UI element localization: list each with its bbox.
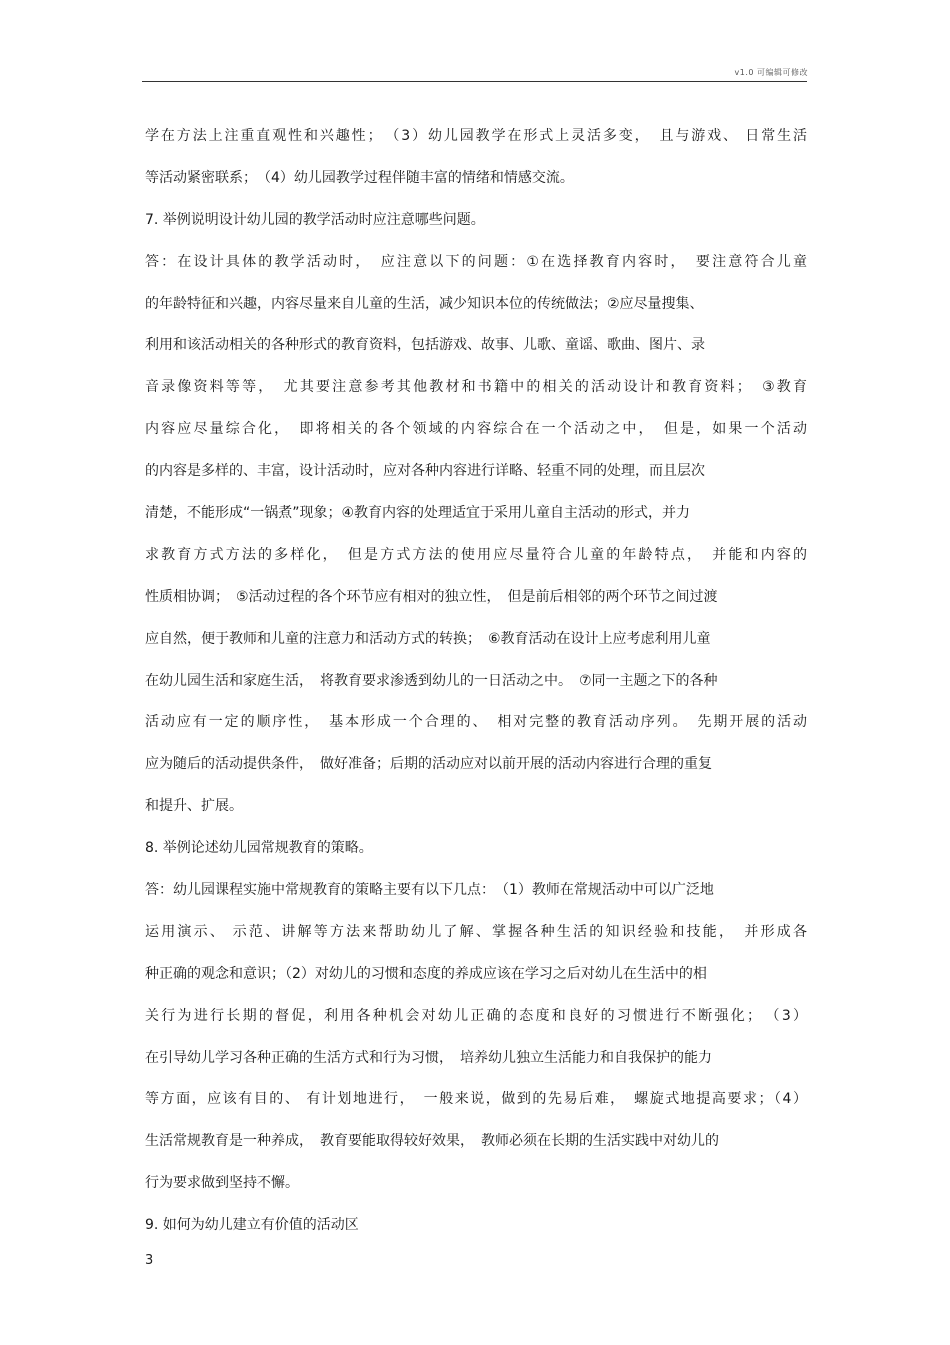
header-version-note: v1.0 可编辑可修改 [734, 68, 808, 77]
text-line: 在幼儿园生活和家庭生活， 将教育要求渗透到幼儿的一日活动之中。 ⑦同一主题之下的各种 [145, 672, 718, 689]
text-line: 应自然，便于教师和儿童的注意力和活动方式的转换； ⑥教育活动在设计上应考虑利用儿童 [145, 630, 711, 647]
question-heading-9: 9. 如何为幼儿建立有价值的活动区 [145, 1217, 359, 1234]
text-line: 性质相协调； ⑤活动过程的各个环节应有相对的独立性， 但是前后相邻的两个环节之间过渡 [145, 588, 718, 605]
text-line: 关行为进行长期的督促，利用各种机会对幼儿正确的态度和良好的习惯进行不断强化； （3） [145, 1007, 807, 1024]
text-line: 在引导幼儿学习各种正确的生活方式和行为习惯， 培养幼儿独立生活能力和自我保护的能力 [145, 1049, 712, 1066]
text-line: 运用演示、 示范、讲解等方法来帮助幼儿了解、掌握各种生活的知识经验和技能， 并形成各 [145, 923, 807, 940]
text-line: 音录像资料等等， 尤其要注意参考其他教材和书籍中的相关的活动设计和教育资料； ③教育 [145, 379, 807, 396]
text-line: 清楚，不能形成“一锅煮”现象；④教育内容的处理适宜于采用儿童自主活动的形式，并力 [145, 505, 691, 522]
question-heading-7: 7. 举例说明设计幼儿园的教学活动时应注意哪些问题。 [145, 211, 485, 228]
document-body [145, 126, 807, 1257]
text-line: 求教育方式方法的多样化， 但是方式方法的使用应尽量符合儿童的年龄特点， 并能和内容的 [145, 546, 807, 563]
text-line: 活动应有一定的顺序性， 基本形成一个合理的、 相对完整的教育活动序列。 先期开展的活动 [145, 714, 807, 731]
text-line: 等活动紧密联系； （4）幼儿园教学过程伴随丰富的情绪和情感交流。 [145, 169, 574, 186]
text-line: 利用和该活动相关的各种形式的教育资料，包括游戏、故事、儿歌、童谣、歌曲、图片、录 [145, 337, 705, 354]
text-line: 的内容是多样的、丰富，设计活动时，应对各种内容进行详略、轻重不同的处理，而且层次 [145, 463, 705, 480]
text-line: 行为要求做到坚持不懈。 [145, 1175, 299, 1192]
text-line: 等方面，应该有目的、 有计划地进行， 一般来说，做到的先易后难， 螺旋式地提高要求；（4） [145, 1091, 807, 1108]
text-line: 答：在设计具体的教学活动时， 应注意以下的问题：①在选择教育内容时， 要注意符合儿童 [145, 253, 807, 270]
text-line: 种正确的观念和意识；（2）对幼儿的习惯和态度的养成应该在学习之后对幼儿在生活中的相 [145, 965, 707, 982]
text-line: 学在方法上注重直观性和兴趣性； （3）幼儿园教学在形式上灵活多变， 且与游戏、 日常生活 [145, 128, 807, 144]
text-line: 的年龄特征和兴趣，内容尽量来自儿童的生活，减少知识本位的传统做法；②应尽量搜集、 [145, 295, 704, 312]
text-line: 应为随后的活动提供条件， 做好准备；后期的活动应对以前开展的活动内容进行合理的重复 [145, 756, 712, 773]
text-line: 内容应尽量综合化， 即将相关的各个领域的内容综合在一个活动之中， 但是，如果一个活动 [145, 421, 807, 438]
text-line: 答：幼儿园课程实施中常规教育的策略主要有以下几点： （1）教师在常规活动中可以广泛地 [145, 882, 714, 899]
question-heading-8: 8. 举例论述幼儿园常规教育的策略。 [145, 840, 373, 857]
header-divider [142, 81, 807, 82]
text-line: 和提升、扩展。 [145, 798, 243, 815]
page-number: 3 [145, 1253, 154, 1268]
text-line: 生活常规教育是一种养成， 教育要能取得较好效果， 教师必须在长期的生活实践中对幼儿的 [145, 1133, 719, 1150]
